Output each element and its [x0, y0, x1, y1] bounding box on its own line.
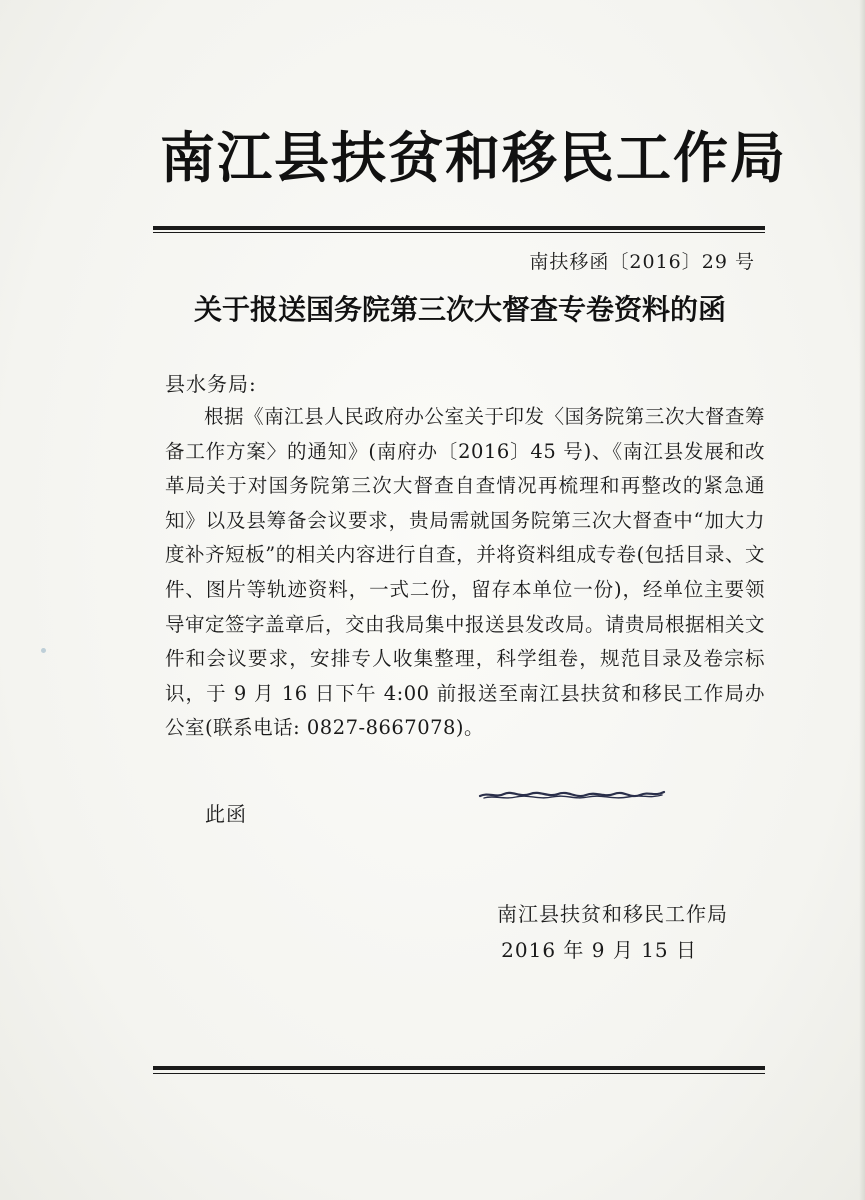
signature-org: 南江县扶贫和移民工作局 — [497, 902, 728, 926]
document-number: 南扶移函〔2016〕29 号 — [529, 251, 755, 273]
paper-speck — [41, 648, 46, 653]
document-title: 关于报送国务院第三次大督查专卷资料的函 — [193, 293, 726, 326]
letterhead-rule-thick — [153, 226, 765, 230]
closing-phrase: 此函 — [205, 802, 247, 826]
footer-rule-thin — [153, 1073, 765, 1074]
letterhead-org-name: 南江县扶贫和移民工作局 — [160, 126, 788, 190]
signature-date: 2016 年 9 月 15 日 — [501, 938, 697, 962]
salutation: 县水务局: — [165, 372, 257, 396]
footer-rule-thick — [153, 1066, 765, 1070]
handwritten-underline-mark — [478, 786, 668, 804]
page-edge-shadow — [859, 0, 865, 1200]
letterhead-rule-thin — [153, 232, 765, 233]
document-body: 根据《南江县人民政府办公室关于印发〈国务院第三次大督查筹备工作方案〉的通知》(南府办〔2016〕45 号)、《南江县发展和改革局关于对国务院第三次大督查自查情况再梳理和再整改的紧急通知》以及县筹备会议要求，贵局需就国务院第三次大督查中“加大力度补齐短板”的相关内容进行自查，并将资料组成专卷(包括目录、文件、图片等轨迹资料，一式二份，留存本单位一份)，经单位主要领导审定签字盖章后，交由我局集中报送县发改局。请贵局根据相关文件和会议要求，安排专人收集整理，科学组卷，规范目录及卷宗标识，于 9 月 16 日下午 4:00 前报送至南江县扶贫和移民工作局办公室(联系电话: 0827-8667078)。 — [165, 405, 766, 740]
